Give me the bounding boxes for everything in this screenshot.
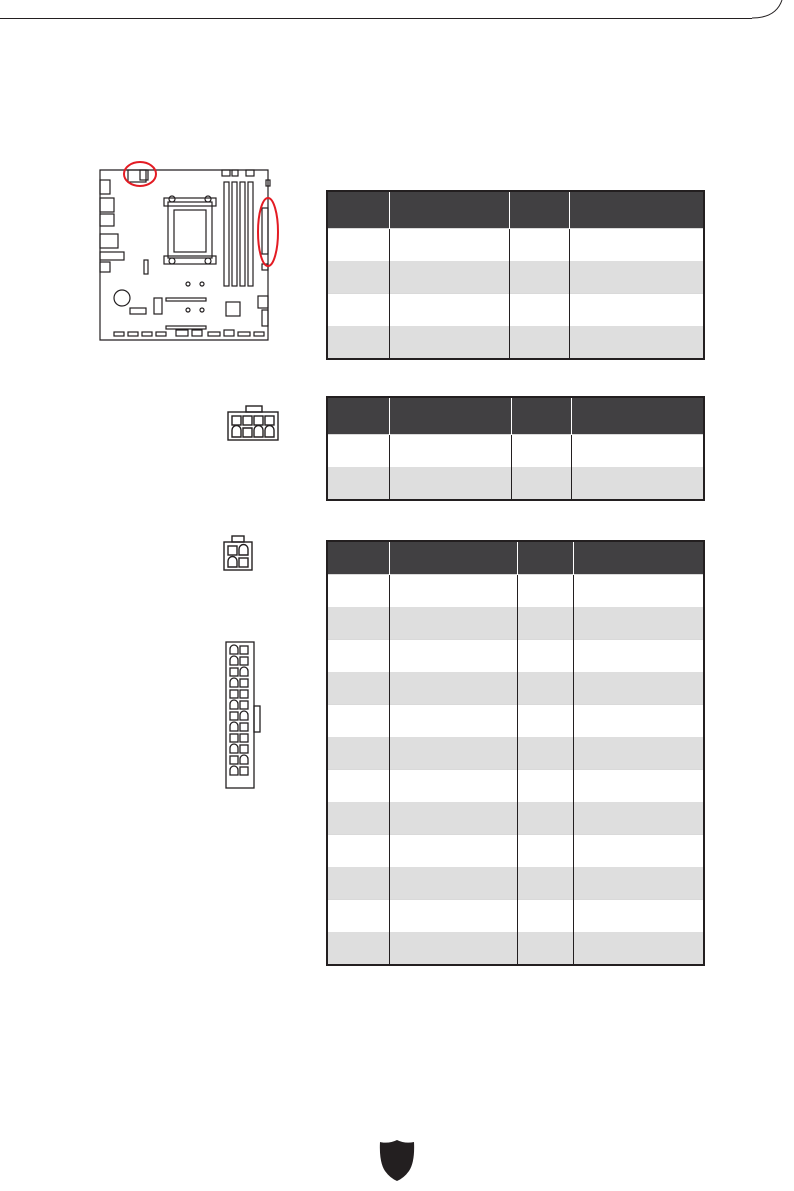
table-row xyxy=(327,672,704,705)
table-cell xyxy=(327,770,389,803)
table-cell xyxy=(327,802,389,835)
table-cell xyxy=(511,467,571,500)
table-cell xyxy=(517,900,573,933)
table-row xyxy=(327,737,704,770)
table-cell xyxy=(573,705,704,738)
table-cell xyxy=(389,640,517,673)
table-cell xyxy=(327,607,389,640)
table-cell xyxy=(327,435,389,468)
table-cell xyxy=(327,867,389,900)
table-row xyxy=(327,640,704,673)
table-row xyxy=(327,435,704,468)
table-row xyxy=(327,261,704,294)
table-cell xyxy=(389,705,517,738)
table-row xyxy=(327,326,704,359)
table-cell xyxy=(327,229,389,262)
table-cell xyxy=(517,802,573,835)
table-cell xyxy=(509,229,569,262)
table-cell xyxy=(389,900,517,933)
table-cell xyxy=(569,229,704,262)
top-rule xyxy=(0,18,752,19)
page-edge-curve xyxy=(748,0,794,60)
table-cell xyxy=(517,672,573,705)
table-cell xyxy=(389,229,509,262)
table-cell xyxy=(517,867,573,900)
table-cell xyxy=(569,326,704,359)
motherboard-diagram-icon xyxy=(96,158,284,348)
header-cell xyxy=(517,541,573,575)
table-row xyxy=(327,835,704,868)
table-row xyxy=(327,867,704,900)
table-cell xyxy=(389,770,517,803)
header-cell xyxy=(389,397,511,435)
table-cell xyxy=(389,326,509,359)
table-row xyxy=(327,770,704,803)
table-cell xyxy=(389,261,509,294)
header-cell xyxy=(327,191,389,229)
table-cell xyxy=(389,835,517,868)
table-cell xyxy=(517,575,573,608)
table-row xyxy=(327,467,704,500)
header-cell xyxy=(573,541,704,575)
table-row xyxy=(327,229,704,262)
table-cell xyxy=(509,326,569,359)
table-header xyxy=(327,191,704,229)
table-cell xyxy=(517,705,573,738)
table-cell xyxy=(573,575,704,608)
table-cell xyxy=(327,900,389,933)
table-cell xyxy=(509,294,569,327)
header-cell xyxy=(389,191,509,229)
table-cell xyxy=(571,435,704,468)
table-header xyxy=(327,541,704,575)
table-row xyxy=(327,932,704,965)
table-row xyxy=(327,802,704,835)
table-cell xyxy=(517,770,573,803)
table-row xyxy=(327,900,704,933)
header-cell xyxy=(389,541,517,575)
table-cell xyxy=(389,802,517,835)
table-cell xyxy=(573,932,704,965)
table-cell xyxy=(573,802,704,835)
pinout-table-24pin xyxy=(326,540,705,966)
header-cell xyxy=(511,397,571,435)
table-cell xyxy=(573,607,704,640)
table-cell xyxy=(327,672,389,705)
8-pin-power-connector-icon xyxy=(226,404,282,442)
table-cell xyxy=(389,607,517,640)
table-cell xyxy=(389,294,509,327)
table-cell xyxy=(327,575,389,608)
table-cell xyxy=(573,770,704,803)
pinout-table-8pin xyxy=(326,190,705,360)
table-header xyxy=(327,397,704,435)
header-cell xyxy=(571,397,704,435)
table-row xyxy=(327,575,704,608)
table-cell xyxy=(573,900,704,933)
table-cell xyxy=(517,607,573,640)
table-cell xyxy=(509,261,569,294)
table-cell xyxy=(573,737,704,770)
table-cell xyxy=(389,467,511,500)
table-cell xyxy=(327,932,389,965)
table-cell xyxy=(389,737,517,770)
pinout-table-4pin xyxy=(326,396,705,501)
table-row xyxy=(327,294,704,327)
header-cell xyxy=(327,541,389,575)
table-row xyxy=(327,705,704,738)
table-cell xyxy=(573,640,704,673)
4-pin-power-connector-icon xyxy=(222,534,254,572)
table-cell xyxy=(389,672,517,705)
table-cell xyxy=(573,867,704,900)
msi-shield-icon xyxy=(378,1138,416,1182)
table-row xyxy=(327,607,704,640)
table-cell xyxy=(569,261,704,294)
table-cell xyxy=(389,575,517,608)
header-cell xyxy=(569,191,704,229)
table-cell xyxy=(389,932,517,965)
table-cell xyxy=(327,294,389,327)
table-cell xyxy=(389,435,511,468)
table-cell xyxy=(511,435,571,468)
table-cell xyxy=(573,835,704,868)
table-cell xyxy=(517,640,573,673)
table-cell xyxy=(517,932,573,965)
table-cell xyxy=(389,867,517,900)
table-cell xyxy=(327,640,389,673)
table-cell xyxy=(327,261,389,294)
table-cell xyxy=(517,835,573,868)
table-cell xyxy=(327,737,389,770)
table-cell xyxy=(569,294,704,327)
table-cell xyxy=(327,835,389,868)
header-cell xyxy=(509,191,569,229)
table-cell xyxy=(327,705,389,738)
table-cell xyxy=(327,326,389,359)
table-cell xyxy=(571,467,704,500)
24-pin-atx-connector-icon xyxy=(224,640,264,790)
table-cell xyxy=(517,737,573,770)
table-cell xyxy=(327,467,389,500)
table-cell xyxy=(573,672,704,705)
header-cell xyxy=(327,397,389,435)
